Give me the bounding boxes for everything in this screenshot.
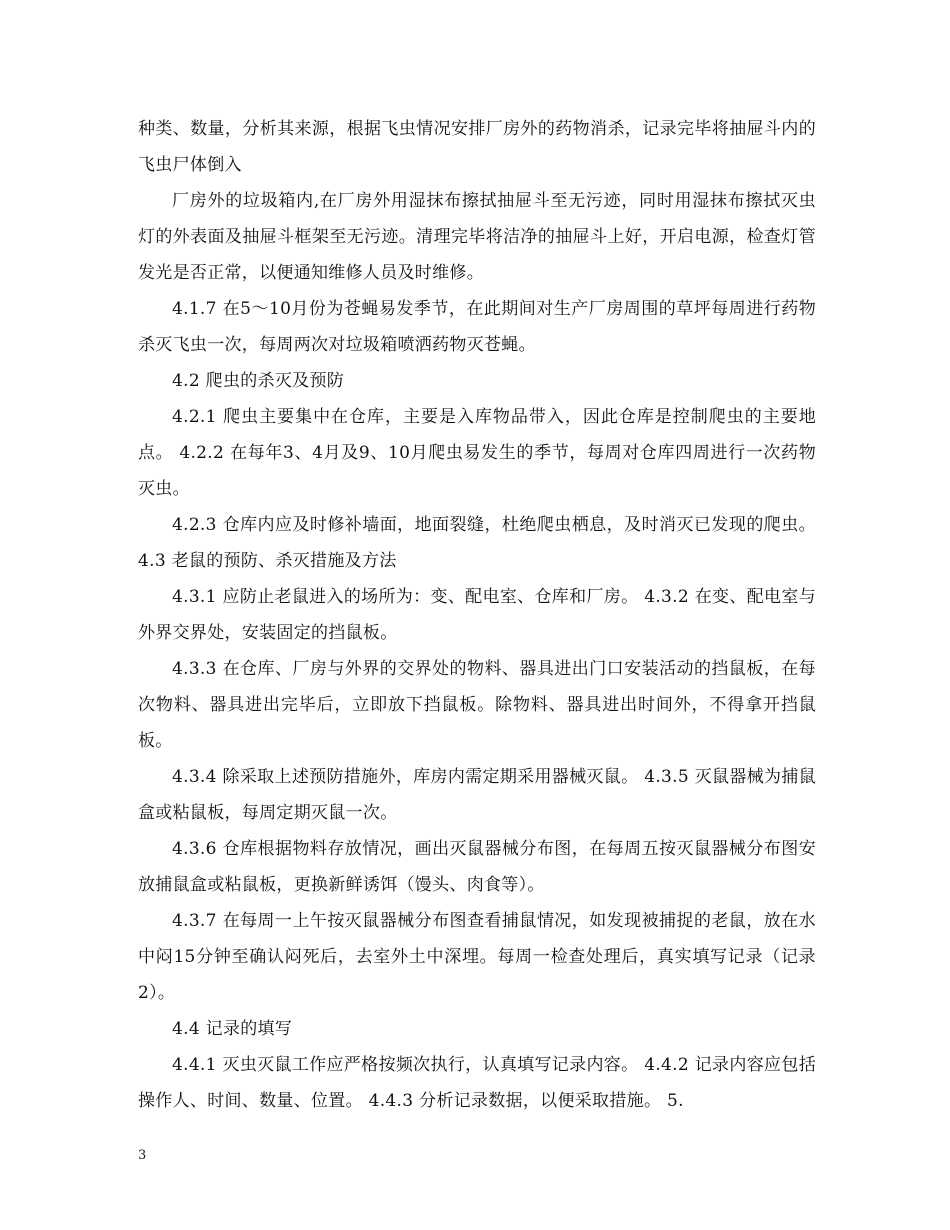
paragraph-1: 种类、数量，分析其来源，根据飞虫情况安排厂房外的药物消杀，记录完毕将抽屉斗内的飞虫尸体倒入	[138, 119, 816, 175]
paragraph-2: 厂房外的垃圾箱内,在厂房外用湿抹布擦拭抽屉斗至无污迹，同时用湿抹布擦拭灭虫灯的外表面及抽屉斗框架至无污迹。清理完毕将洁净的抽屉斗上好，开启电源，检查灯管发光是否正常，以便通知维修人员及时维修。	[138, 191, 816, 283]
paragraph-6: 4.2.3 仓库内应及时修补墙面，地面裂缝，杜绝爬虫栖息，及时消灭已发现的爬虫。 4.3 老鼠的预防、杀灭措施及方法	[138, 515, 816, 571]
paragraph-3: 4.1.7 在5～10月份为苍蝇易发季节，在此期间对生产厂房周围的草坪每周进行药物杀灭飞虫一次，每周两次对垃圾箱喷洒药物灭苍蝇。	[138, 299, 816, 355]
paragraph-8: 4.3.3 在仓库、厂房与外界的交界处的物料、器具进出门口安装活动的挡鼠板，在每次物料、器具进出完毕后，立即放下挡鼠板。除物料、器具进出时间外，不得拿开挡鼠板。	[138, 659, 816, 751]
page-number: 3	[138, 1148, 147, 1163]
paragraph-10: 4.3.6 仓库根据物料存放情况，画出灭鼠器械分布图，在每周五按灭鼠器械分布图安放捕鼠盒或粘鼠板，更换新鲜诱饵（馒头、肉食等）。	[138, 839, 816, 895]
section-heading-4-2: 4.2 爬虫的杀灭及预防	[172, 371, 345, 391]
paragraph-13: 4.4.1 灭虫灭鼠工作应严格按频次执行，认真填写记录内容。 4.4.2 记录内容应包括操作人、时间、数量、位置。 4.4.3 分析记录数据，以便采取措施。 5.	[138, 1055, 816, 1111]
paragraph-7: 4.3.1 应防止老鼠进入的场所为：变、配电室、仓库和厂房。 4.3.2 在变、配电室与外界交界处，安装固定的挡鼠板。	[138, 587, 816, 643]
paragraph-5: 4.2.1 爬虫主要集中在仓库，主要是入库物品带入，因此仓库是控制爬虫的主要地点。 4.2.2 在每年3、4月及9、10月爬虫易发生的季节，每周对仓库四周进行一次药物灭虫。	[138, 407, 816, 499]
paragraph-11: 4.3.7 在每周一上午按灭鼠器械分布图查看捕鼠情况，如发现被捕捉的老鼠，放在水中闷15分钟至确认闷死后，去室外土中深埋。每周一检查处理后，真实填写记录（记录2）。	[138, 911, 816, 1003]
section-heading-4-4: 4.4 记录的填写	[172, 1019, 293, 1039]
document-body	[138, 111, 816, 1119]
paragraph-9: 4.3.4 除采取上述预防措施外，库房内需定期采用器械灭鼠。 4.3.5 灭鼠器械为捕鼠盒或粘鼠板，每周定期灭鼠一次。	[138, 767, 816, 823]
